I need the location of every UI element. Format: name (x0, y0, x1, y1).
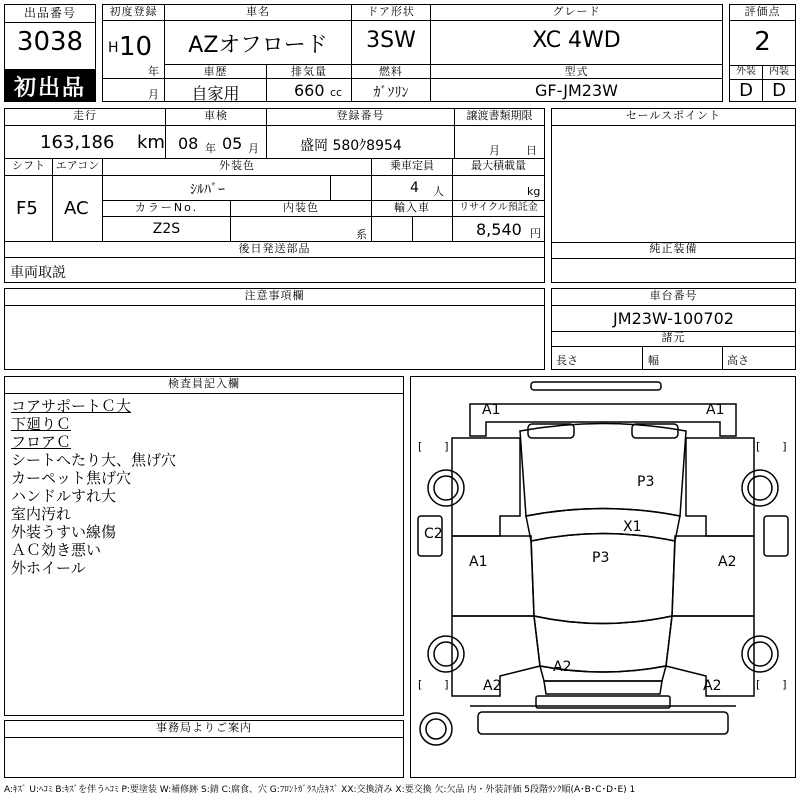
listing-number: 3038 (16, 27, 84, 57)
inspector-note: 外装うすい線傷 (11, 523, 117, 541)
sales-point-box (551, 108, 796, 283)
exterior-color-label: 外装色 (219, 159, 255, 172)
aircon-label: エアコン (55, 159, 100, 172)
grade-value: XC 4WD (532, 28, 621, 53)
model-value: GF-JM23W (535, 81, 618, 100)
right-bracket-rear: [ ] (756, 678, 787, 691)
office-box (4, 720, 404, 778)
recycle-value: 8,540 (476, 220, 522, 239)
legend-text: A:ｷｽﾞ U:ﾍｺﾐ B:ｷｽﾞを伴うﾍｺﾐ P:要塗装 W:補修跡 S:錆 C:腐食、穴 G:ﾌﾛﾝﾄｶﾞﾗｽ点ｷｽﾞ XX:交換済み X:要交換 欠:欠品 内・外装評価 5段階ﾗﾝｸ順(A･B･C･D･E) 1 (4, 785, 636, 795)
listing-box (4, 4, 96, 102)
inspection-year-unit: 年 (205, 142, 216, 155)
color-no-label: カラーNo. (134, 201, 199, 214)
color-no-value: Z2S (152, 221, 181, 237)
fuel-label: 燃料 (352, 65, 430, 79)
caution-box (4, 288, 545, 370)
left-bracket-rear: [ ] (418, 678, 449, 691)
listing-number-label: 出品番号 (5, 5, 95, 23)
car-label: 車名 (165, 5, 351, 21)
inspector-note: ＡＣ効き悪い (11, 541, 102, 559)
inspector-label: 検査員記入欄 (5, 377, 403, 394)
interior-color-label: 内装色 (283, 201, 319, 214)
shift-label: シフト (12, 159, 45, 172)
reg-label: 初度登録 (103, 5, 164, 21)
inspector-note: 外ホイール (11, 559, 86, 577)
int-score: D (772, 80, 786, 101)
car-diagram (410, 376, 796, 778)
inspector-notes (11, 397, 401, 577)
dims-length: 長さ (556, 354, 578, 367)
sales-point-label: セールスポイント (552, 109, 795, 126)
mark-hood: P3 (637, 474, 655, 490)
mark-front-right: A1 (706, 402, 725, 418)
mark-roof: P3 (592, 550, 610, 566)
dims-label: 諸元 (552, 331, 795, 347)
inspection-month-unit: 月 (248, 142, 259, 155)
chassis-box (551, 288, 796, 370)
load-label: 最大積載量 (471, 159, 526, 172)
int-score-label: 内装 (763, 65, 795, 80)
reg-month-unit: 月 (148, 88, 159, 101)
left-bracket: [ ] (418, 440, 449, 453)
plate-value: 盛岡 580ｸ8954 (300, 138, 402, 154)
inspection-year: 08 (178, 134, 199, 153)
history-label: 車歴 (165, 65, 266, 79)
inspector-note: ハンドルすれ大 (11, 487, 117, 505)
caution-label: 注意事項欄 (5, 289, 544, 306)
inspector-note: 下廻りＣ (11, 415, 72, 433)
chassis-label: 車台番号 (552, 289, 795, 306)
capacity-label: 乗車定員 (390, 159, 434, 172)
mileage-label: 走行 (73, 109, 97, 122)
import-label: 輸入車 (394, 201, 430, 214)
chassis-value: JM23W-100702 (613, 309, 734, 328)
mark-front-left: A1 (482, 402, 501, 418)
capacity-value: 4 (410, 180, 419, 196)
door-label: ドア形状 (352, 5, 430, 21)
load-unit: kg (527, 185, 541, 198)
interior-color-unit: 系 (356, 228, 367, 241)
displacement-value: 660 (294, 81, 325, 100)
inspection-month: 05 (222, 134, 243, 153)
mark-windshield: X1 (623, 519, 642, 535)
displacement-unit: cc (330, 86, 343, 99)
transfer-day: 日 (526, 144, 537, 157)
ext-score: D (739, 80, 753, 101)
inspector-note: 室内汚れ (11, 505, 72, 523)
score-label: 評価点 (730, 5, 795, 21)
mileage-value: 163,186 (40, 132, 115, 153)
displacement-label: 排気量 (267, 65, 351, 79)
ext-score-label: 外装 (730, 65, 762, 80)
inspector-note: コアサポートＣ大 (11, 397, 132, 415)
exterior-color-value: ｼﾙﾊﾞｰ (190, 182, 225, 198)
dims-width: 幅 (648, 354, 659, 367)
history-value: 自家用 (191, 84, 240, 103)
score-box (729, 4, 796, 102)
genuine-label: 純正装備 (552, 242, 795, 259)
grade-label: グレード (431, 5, 722, 21)
mark-left-door: A1 (469, 554, 488, 570)
mark-rear-right: A2 (703, 678, 722, 694)
reg-era: H (108, 40, 119, 56)
model-label: 型式 (431, 65, 722, 79)
plate-label: 登録番号 (336, 109, 385, 122)
mileage-unit: km (137, 132, 165, 153)
inspector-note: シートへたり大、焦げ穴 (11, 451, 177, 469)
aircon-value: AC (64, 198, 89, 219)
mark-rear-center: A2 (553, 659, 572, 675)
mark-right-door: A2 (718, 554, 737, 570)
right-bracket: [ ] (756, 440, 787, 453)
capacity-unit: 人 (433, 185, 444, 198)
inspection-label: 車検 (204, 109, 228, 122)
door-value: 3SW (366, 28, 416, 53)
recycle-unit: 円 (530, 227, 541, 240)
shift-value: F5 (16, 198, 38, 219)
reg-year-unit: 年 (148, 65, 159, 78)
recycle-label: リサイクル預託金 (459, 202, 538, 213)
transfer-month: 月 (489, 144, 500, 157)
inspector-note: カーペット焦げ穴 (11, 469, 132, 487)
reg-year: 10 (119, 32, 153, 62)
later-parts-label: 後日発送部品 (5, 242, 544, 258)
inspector-box (4, 376, 404, 716)
score-value: 2 (754, 27, 771, 57)
office-label: 事務局よりご案内 (5, 721, 403, 738)
mark-left-fender: C2 (424, 526, 443, 542)
inspector-note: フロアＣ (11, 433, 72, 451)
first-listing-badge: 初出品 (5, 69, 95, 101)
mark-rear-left: A2 (483, 678, 502, 694)
later-parts-value: 車両取説 (10, 265, 66, 281)
fuel-value: ｶﾞｿﾘﾝ (373, 85, 409, 101)
transfer-label: 譲渡書類期限 (466, 109, 533, 122)
dims-height: 高さ (727, 354, 749, 367)
car-name: AZオフロード (188, 33, 328, 58)
